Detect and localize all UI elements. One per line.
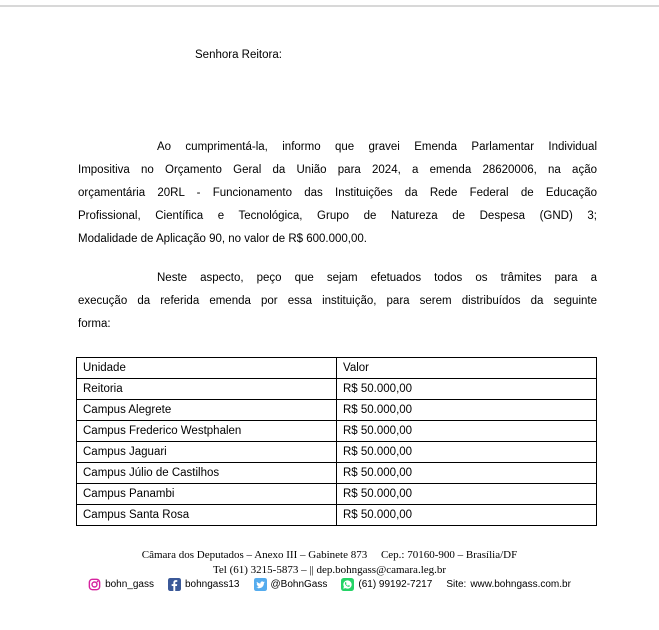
paragraph-line: orçamentária 20RL - Funcionamento das Instituições da Rede Federal de Educação <box>78 187 597 199</box>
table-row <box>77 463 597 484</box>
unit-cell: Reitoria <box>77 379 337 400</box>
distribution-table <box>76 357 597 526</box>
page-top-divider <box>0 5 659 7</box>
table-row <box>77 379 597 400</box>
unit-cell: Campus Panambi <box>77 484 337 505</box>
twitter-handle <box>254 578 328 591</box>
paragraph-2 <box>78 267 597 336</box>
unit-cell: Campus Santa Rosa <box>77 505 337 526</box>
value-cell: R$ 50.000,00 <box>337 484 597 505</box>
whatsapp-handle <box>341 578 432 591</box>
table-header-row <box>77 358 597 379</box>
instagram-label: bohn_gass <box>105 579 154 590</box>
website-reference <box>446 579 571 590</box>
unit-cell: Campus Frederico Westphalen <box>77 421 337 442</box>
unit-cell: Campus Alegrete <box>77 400 337 421</box>
paragraph-line: Impositiva no Orçamento Geral da União para 2024, a emenda 28620006, na ação <box>78 164 597 176</box>
value-cell: R$ 50.000,00 <box>337 463 597 484</box>
paragraph-line: Profissional, Científica e Tecnológica, Grupo de Natureza de Despesa (GND) 3; <box>78 210 597 222</box>
value-cell: R$ 50.000,00 <box>337 421 597 442</box>
facebook-handle <box>168 578 240 591</box>
whatsapp-icon <box>341 578 354 591</box>
value-cell: R$ 50.000,00 <box>337 505 597 526</box>
footer-contact-line: Tel (61) 3215-5873 – || dep.bohngass@camara.leg.br <box>212 564 447 576</box>
twitter-label: @BohnGass <box>270 579 328 590</box>
value-cell: R$ 50.000,00 <box>337 442 597 463</box>
value-cell: R$ 50.000,00 <box>337 379 597 400</box>
paragraph-1 <box>78 136 597 251</box>
paragraph-line: Modalidade de Aplicação 90, no valor de R$ 600.000,00. <box>78 233 367 245</box>
facebook-label: bohngass13 <box>185 579 240 590</box>
twitter-icon <box>254 578 267 591</box>
header-valor: Valor <box>337 358 597 379</box>
value-cell: R$ 50.000,00 <box>337 400 597 421</box>
paragraph-line: Neste aspecto, peço que sejam efetuados todos os trâmites para a <box>157 272 597 284</box>
site-url: www.bohngass.com.br <box>470 579 571 590</box>
site-label: Site: <box>446 579 467 590</box>
paragraph-line: Ao cumprimentá-la, informo que gravei Emenda Parlamentar Individual <box>157 141 597 153</box>
footer-social-row <box>0 578 659 591</box>
footer-address-line: Câmara dos Deputados – Anexo III – Gabinete 873 Cep.: 70160-900 – Brasília/DF <box>141 549 518 561</box>
table-row <box>77 484 597 505</box>
paragraph-line: forma: <box>78 318 111 330</box>
instagram-icon <box>88 578 101 591</box>
whatsapp-label: (61) 99192-7217 <box>358 579 433 590</box>
unit-cell: Campus Jaguari <box>77 442 337 463</box>
table-row <box>77 442 597 463</box>
header-unidade: Unidade <box>77 358 337 379</box>
table-row <box>77 421 597 442</box>
unit-cell: Campus Júlio de Castilhos <box>77 463 337 484</box>
instagram-handle <box>88 578 154 591</box>
facebook-icon <box>168 578 181 591</box>
table-row <box>77 505 597 526</box>
table-row <box>77 400 597 421</box>
paragraph-line: execução da referida emenda por essa instituição, para serem distribuídos da seguinte <box>78 295 597 307</box>
salutation: Senhora Reitora: <box>195 49 282 61</box>
